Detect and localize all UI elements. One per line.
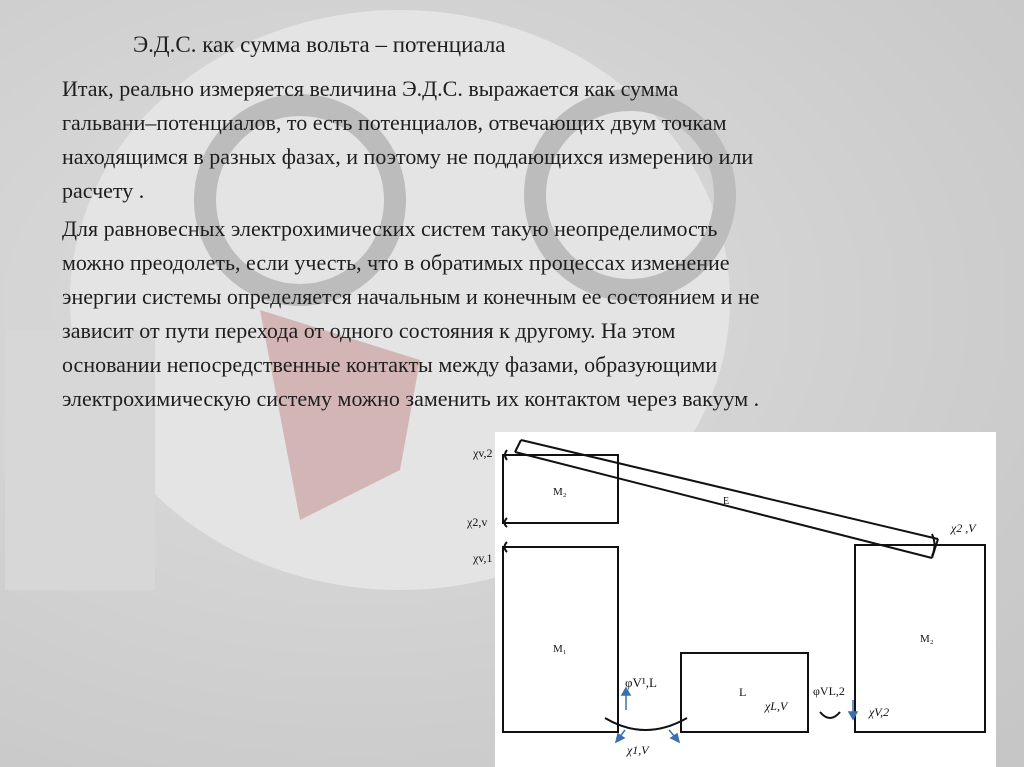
paragraph-1 [62, 72, 997, 208]
paragraph-1-line: гальвани–потенциалов, то есть потенциалов, отвечающих двум точкам [62, 110, 727, 135]
paragraph-2-line: можно преодолеть, если учесть, что в обратимых процессах изменение [62, 250, 730, 275]
paragraph-1-line: расчету . [62, 178, 145, 203]
paragraph-2-line: Для равновесных электрохимических систем такую неопределимость [62, 216, 718, 241]
label-phi-v1l: φV¹,L [625, 675, 657, 690]
paragraph-2-line: основании непосредственные контакты между фазами, образующими [62, 352, 718, 377]
label-box-m2-top: M₂ [553, 486, 567, 498]
label-chi-v2-top: χv,2 [473, 446, 493, 460]
paragraph-1-line: находящимся в разных фазах, и поэтому не поддающихся измерению или [62, 144, 754, 169]
label-box-m1: M₁ [553, 643, 567, 655]
label-box-l: L [739, 685, 747, 699]
paragraph-1-line: Итак, реально измеряется величина Э.Д.С. выражается как сумма [62, 76, 679, 101]
label-chi-2v-right: χ2 ,V [951, 521, 976, 535]
label-box-m2-right: M₂ [920, 633, 934, 645]
paragraph-2-line: зависит от пути перехода от одного состояния к другому. На этом [62, 318, 676, 343]
bar-e-left-end [515, 440, 521, 452]
label-phi-vl2: φVL,2 [813, 684, 845, 698]
bar-e-top-edge [521, 440, 938, 539]
paragraph-2-line: электрохимическую систему можно заменить их контактом через вакуум . [62, 386, 760, 411]
label-chi-1v: χ1,V [627, 743, 649, 757]
paragraph-2 [62, 212, 997, 416]
label-chi-lv: χL,V [765, 699, 788, 713]
label-chi-v1: χv,1 [473, 551, 493, 565]
box-m1 [503, 547, 618, 732]
slide-heading: Э.Д.С. как сумма вольта – потенциала [133, 32, 506, 57]
label-chi-2v-left: χ2,v [467, 515, 488, 529]
label-chi-v2-bottom: χV,2 [869, 705, 890, 719]
paragraph-2-line: энергии системы определяется начальным и конечным ее состоянием и не [62, 284, 760, 309]
chi1v-arrow-right-head [671, 734, 679, 742]
label-bar-e: E [723, 496, 730, 507]
chi1v-arrow-left-head [616, 734, 624, 742]
electrochemical-diagram [467, 432, 996, 767]
arc-l-m2-bottom [820, 712, 840, 718]
